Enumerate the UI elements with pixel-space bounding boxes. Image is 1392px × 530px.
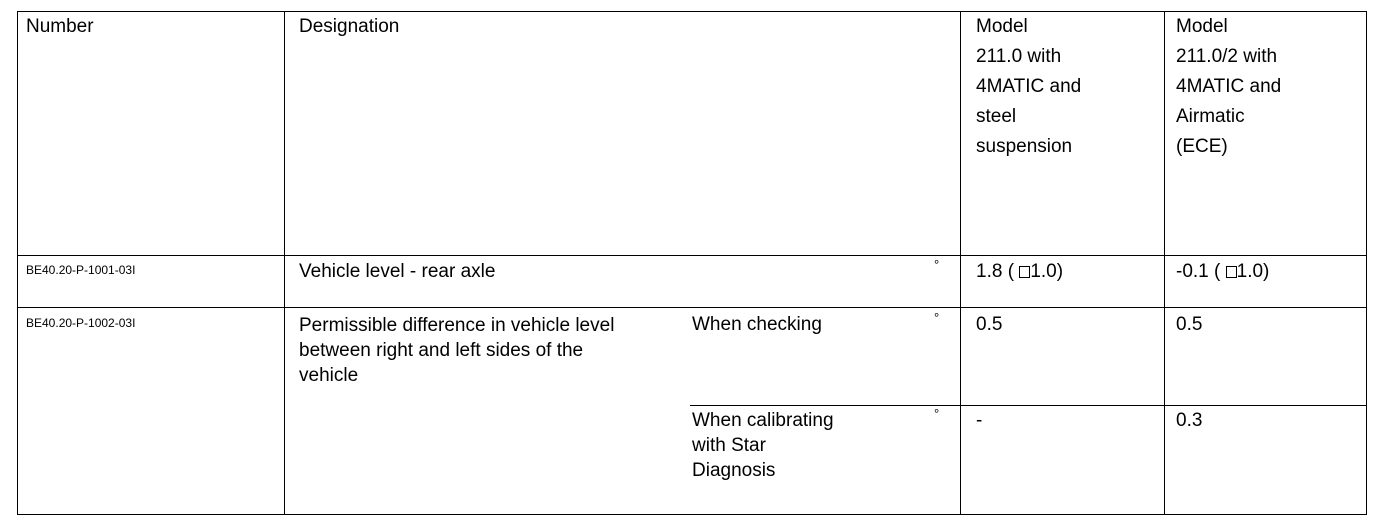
col-divider-unit bbox=[960, 11, 961, 515]
header-model-a-line: 4MATIC and bbox=[976, 76, 1082, 97]
header-model-b-line: 4MATIC and bbox=[1176, 76, 1282, 97]
row1-model-b-tol: 1.0) bbox=[1236, 261, 1270, 282]
row2b-condition-line: Diagnosis bbox=[692, 460, 776, 481]
header-model-b bbox=[1176, 12, 1281, 162]
sub-row-divider bbox=[690, 405, 1367, 406]
plus-minus-symbol-icon bbox=[1019, 266, 1030, 278]
row2b-unit: ° bbox=[934, 406, 940, 421]
header-model-a-line: suspension bbox=[976, 136, 1073, 157]
row2a-model-a: 0.5 bbox=[976, 314, 1003, 335]
row2-number: BE40.20-P-1002-03I bbox=[26, 316, 136, 330]
header-model-a-line: Model bbox=[976, 16, 1028, 37]
row2-designation-line: between right and left sides of the bbox=[299, 340, 584, 361]
row2a-condition: When checking bbox=[692, 314, 822, 335]
header-model-a-line: steel bbox=[976, 106, 1017, 127]
row1-model-a-value: 1.8 ( bbox=[976, 261, 1015, 282]
row2b-model-a: - bbox=[976, 410, 983, 431]
table-border-left bbox=[17, 11, 18, 515]
row2b-condition-line: When calibrating bbox=[692, 410, 834, 431]
row1-model-a bbox=[976, 259, 1063, 284]
header-model-a bbox=[976, 12, 1081, 162]
row2-designation-line: vehicle bbox=[299, 365, 359, 386]
table-border-right bbox=[1366, 11, 1367, 515]
header-model-b-line: Model bbox=[1176, 16, 1228, 37]
plus-minus-symbol-icon bbox=[1226, 266, 1237, 278]
header-model-b-line: Airmatic bbox=[1176, 106, 1245, 127]
row1-model-b bbox=[1176, 259, 1269, 284]
header-model-b-line: (ECE) bbox=[1176, 136, 1228, 157]
row2b-model-b: 0.3 bbox=[1176, 410, 1203, 431]
row1-unit: ° bbox=[934, 257, 940, 272]
row2-designation-line: Permissible difference in vehicle level bbox=[299, 315, 615, 336]
row1-model-a-tol: 1.0) bbox=[1030, 261, 1064, 282]
row2a-model-b: 0.5 bbox=[1176, 314, 1203, 335]
col-divider-model bbox=[1164, 11, 1165, 515]
row1-number: BE40.20-P-1001-03I bbox=[26, 263, 136, 277]
row2b-condition bbox=[692, 408, 834, 483]
header-designation: Designation bbox=[299, 16, 400, 37]
header-model-a-line: 211.0 with bbox=[976, 46, 1062, 67]
row2-designation bbox=[299, 313, 614, 388]
row2a-unit: ° bbox=[934, 310, 940, 325]
header-model-b-line: 211.0/2 with bbox=[1176, 46, 1278, 67]
row1-designation: Vehicle level - rear axle bbox=[299, 261, 496, 282]
col-divider-number bbox=[284, 11, 285, 515]
header-number: Number bbox=[26, 16, 94, 37]
row1-model-b-value: -0.1 ( bbox=[1176, 261, 1221, 282]
row2b-condition-line: with Star bbox=[692, 435, 766, 456]
